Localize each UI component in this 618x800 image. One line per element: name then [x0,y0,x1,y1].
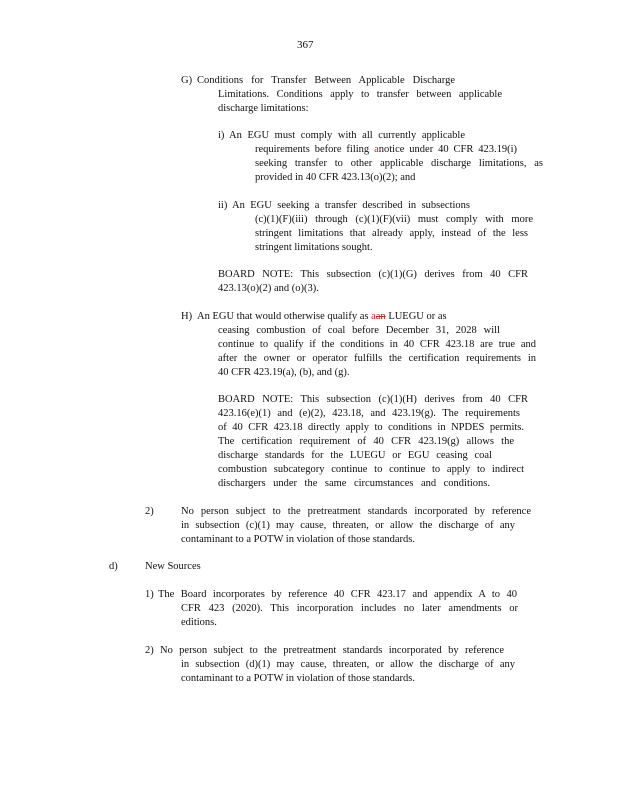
board-note-H: 423.16(e)(1) and (e)(2), 423.18, and 423.19(g). The requirements [218,408,520,419]
text-segment: requirements before filing [255,144,375,155]
text-segment: notice under 40 CFR 423.19(i) [378,144,517,155]
item-d1-line: The Board incorporates by reference 40 CFR 423.17 and appendix A to 40 [158,589,517,600]
item-G-line: discharge limitations: [218,103,309,114]
deleted-text: an [375,311,386,322]
inserted-text: a [374,144,379,155]
item-c2-line: in subsection (c)(1) may cause, threaten, or allow the discharge of any [181,520,515,531]
item-label-d2: 2) [145,645,154,656]
item-label-Gi: i) [218,130,225,141]
item-H-line-edited [197,310,447,324]
item-Gi-line: provided in 40 CFR 423.13(o)(2); and [255,172,416,183]
item-H-line: continue to qualify if the conditions in 40 CFR 423.18 are true and [218,339,536,350]
board-note-H: combustion subcategory continue to continue to apply to indirect [218,464,524,475]
item-Gii-line: stringent limitations sought. [255,242,373,253]
section-label-d: d) [109,561,118,572]
item-H-line: 40 CFR 423.19(a), (b), and (g). [218,367,350,378]
item-Gi-line: An EGU must comply with all currently applicable [229,130,465,141]
item-d2-line: in subsection (d)(1) may cause, threaten, or allow the discharge of any [181,659,515,670]
item-H-line: after the owner or operator fulfills the certification requirements in [218,353,536,364]
item-label-c2: 2) [145,506,154,517]
page-number: 367 [297,39,314,51]
item-c2-line: contaminant to a POTW in violation of those standards. [181,534,415,545]
section-title: New Sources [145,561,201,572]
text-segment: An EGU that would otherwise qualify as [197,311,372,322]
item-G-line: Conditions for Transfer Between Applicable Discharge [197,75,455,86]
item-Gi-line: seeking transfer to other applicable discharge limitations, as [255,158,543,169]
item-d2-line: contaminant to a POTW in violation of those standards. [181,673,415,684]
item-G-line: Limitations. Conditions apply to transfer between applicable [218,89,502,100]
item-label-d1: 1) [145,589,154,600]
item-Gii-line: An EGU seeking a transfer described in subsections [232,200,470,211]
board-note-H: of 40 CFR 423.18 directly apply to conditions in NPDES permits. [218,422,524,433]
item-label-G: G) [181,75,193,86]
item-d1-line: editions. [181,617,217,628]
board-note-G: 423.13(o)(2) and (o)(3). [218,283,319,294]
inserted-text: a [371,311,376,322]
item-label-H: H) [181,311,193,322]
board-note-H: discharge standards for the LUEGU or EGU ceasing coal [218,450,492,461]
item-c2-line: No person subject to the pretreatment standards incorporated by reference [181,506,531,517]
item-d2-line: No person subject to the pretreatment standards incorporated by reference [160,645,504,656]
item-Gii-line: stringent limitations that already apply, instead of the less [255,228,528,239]
text-segment: LUEGU or as [385,311,447,322]
board-note-H: The certification requirement of 40 CFR 423.19(g) allows the [218,436,514,447]
board-note-H: dischargers under the same circumstances and conditions. [218,478,490,489]
item-Gi-line-edited [255,143,517,157]
item-d1-line: CFR 423 (2020). This incorporation includes no later amendments or [181,603,518,614]
board-note-H: BOARD NOTE: This subsection (c)(1)(H) derives from 40 CFR [218,394,528,405]
item-H-line: ceasing combustion of coal before December 31, 2028 will [218,325,500,336]
board-note-G: BOARD NOTE: This subsection (c)(1)(G) derives from 40 CFR [218,269,528,280]
item-label-Gii: ii) [218,200,228,211]
item-Gii-line: (c)(1)(F)(iii) through (c)(1)(F)(vii) must comply with more [255,214,533,225]
